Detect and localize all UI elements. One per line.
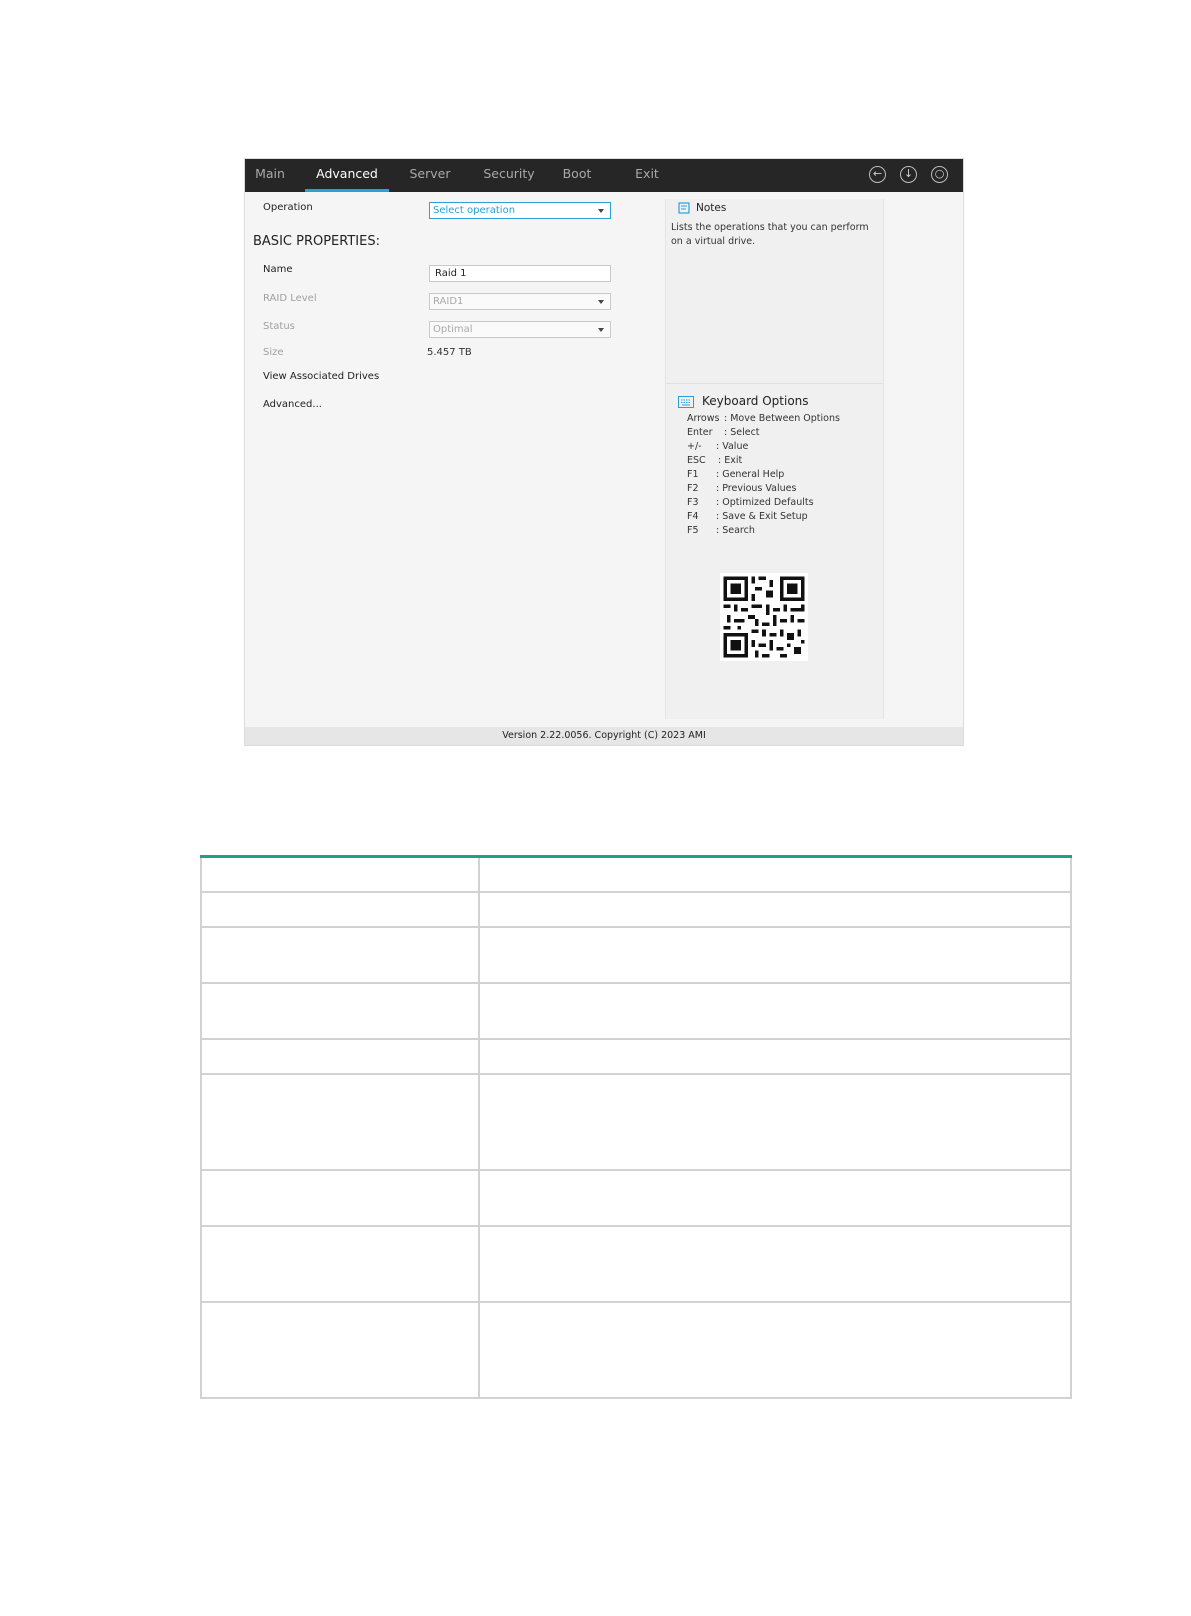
- table-row: [201, 1074, 1071, 1170]
- table-cell: [201, 892, 479, 927]
- table-cell: [201, 1302, 479, 1398]
- kbd-desc: : Select: [724, 427, 760, 438]
- keyboard-icon: [678, 396, 694, 408]
- kbd-desc: : Search: [716, 525, 755, 536]
- table-row: [201, 1170, 1071, 1226]
- kbd-desc: : Previous Values: [716, 483, 797, 494]
- version-footer: Version 2.22.0056. Copyright (C) 2023 AMI: [245, 727, 963, 745]
- table-cell: [201, 857, 479, 892]
- tab-exit[interactable]: [631, 159, 663, 192]
- table-cell: [479, 1170, 1071, 1226]
- table-row: [201, 1039, 1071, 1074]
- kbd-desc: : General Help: [716, 469, 785, 480]
- keyboard-options-title: Keyboard Options: [702, 394, 809, 408]
- tab-security[interactable]: [479, 159, 539, 192]
- top-menu-bar: [245, 159, 963, 192]
- kbd-key: F5: [687, 525, 699, 536]
- bios-screenshot: [244, 158, 964, 746]
- chevron-down-icon: [598, 300, 604, 304]
- tab-boot-label: Boot: [562, 166, 592, 181]
- raid-level-label: RAID Level: [263, 293, 317, 304]
- search-icon[interactable]: ○: [931, 166, 948, 183]
- kbd-key: F1: [687, 469, 699, 480]
- name-label: Name: [263, 264, 293, 275]
- operation-select[interactable]: [429, 202, 611, 219]
- tab-advanced[interactable]: [305, 159, 389, 192]
- table-cell: [479, 1074, 1071, 1170]
- tab-main-label: Main: [255, 166, 285, 181]
- table-cell: [479, 927, 1071, 983]
- tab-main[interactable]: [245, 159, 295, 192]
- kbd-desc: : Save & Exit Setup: [716, 511, 808, 522]
- raid-level-select: [429, 293, 611, 310]
- raid-level-value: RAID1: [433, 296, 464, 307]
- status-value: Optimal: [433, 324, 473, 335]
- notes-text: Lists the operations that you can perform on a virtual drive.: [671, 222, 869, 247]
- table-cell: [201, 1039, 479, 1074]
- tab-server-label: Server: [409, 166, 451, 181]
- kbd-key: F3: [687, 497, 699, 508]
- table-cell: [479, 1226, 1071, 1302]
- table-cell: [201, 927, 479, 983]
- notes-icon: [678, 202, 690, 214]
- help-panel: [665, 199, 884, 719]
- size-value: 5.457 TB: [427, 347, 472, 358]
- kbd-desc: : Optimized Defaults: [716, 497, 814, 508]
- table-row: [201, 857, 1071, 892]
- parameter-table: [200, 855, 1072, 1399]
- section-title: BASIC PROPERTIES:: [253, 234, 380, 249]
- kbd-desc: : Exit: [718, 455, 743, 466]
- kbd-key: Arrows: [687, 413, 720, 424]
- name-field[interactable]: [429, 265, 611, 282]
- advanced-link[interactable]: Advanced...: [263, 399, 322, 410]
- table-cell: [479, 1302, 1071, 1398]
- download-icon[interactable]: ↓: [900, 166, 917, 183]
- table-cell: [201, 983, 479, 1039]
- table-cell: [201, 1170, 479, 1226]
- operation-label: Operation: [263, 202, 313, 213]
- qr-code-image: [720, 573, 808, 661]
- table-cell: [479, 983, 1071, 1039]
- kbd-key: F4: [687, 511, 699, 522]
- tab-boot[interactable]: [557, 159, 597, 192]
- table-cell: [201, 1074, 479, 1170]
- table-cell: [479, 1039, 1071, 1074]
- tab-server[interactable]: [405, 159, 455, 192]
- active-tab-indicator: [305, 189, 389, 192]
- table-row: [201, 927, 1071, 983]
- table-row: [201, 892, 1071, 927]
- kbd-desc: : Value: [716, 441, 749, 452]
- kbd-key: Enter: [687, 427, 713, 438]
- kbd-key: F2: [687, 483, 699, 494]
- table-cell: [479, 892, 1071, 927]
- name-field-value: Raid 1: [435, 268, 467, 279]
- tab-advanced-label: Advanced: [316, 166, 378, 181]
- tab-exit-label: Exit: [635, 166, 659, 181]
- kbd-key: +/-: [687, 441, 702, 452]
- table-cell: [201, 1226, 479, 1302]
- size-label: Size: [263, 347, 284, 358]
- chevron-down-icon: [598, 209, 604, 213]
- table-row: [201, 1302, 1071, 1398]
- kbd-desc: : Move Between Options: [724, 413, 840, 424]
- table-cell: [479, 857, 1071, 892]
- table-row: [201, 983, 1071, 1039]
- notes-title: Notes: [696, 202, 727, 214]
- tab-security-label: Security: [483, 166, 535, 181]
- panel-divider: [666, 383, 883, 384]
- back-icon[interactable]: ←: [869, 166, 886, 183]
- chevron-down-icon: [598, 328, 604, 332]
- view-associated-drives-link[interactable]: View Associated Drives: [263, 371, 380, 382]
- status-select: [429, 321, 611, 338]
- status-label: Status: [263, 321, 295, 332]
- kbd-key: ESC: [687, 455, 706, 466]
- table-row: [201, 1226, 1071, 1302]
- operation-select-value: Select operation: [433, 205, 516, 216]
